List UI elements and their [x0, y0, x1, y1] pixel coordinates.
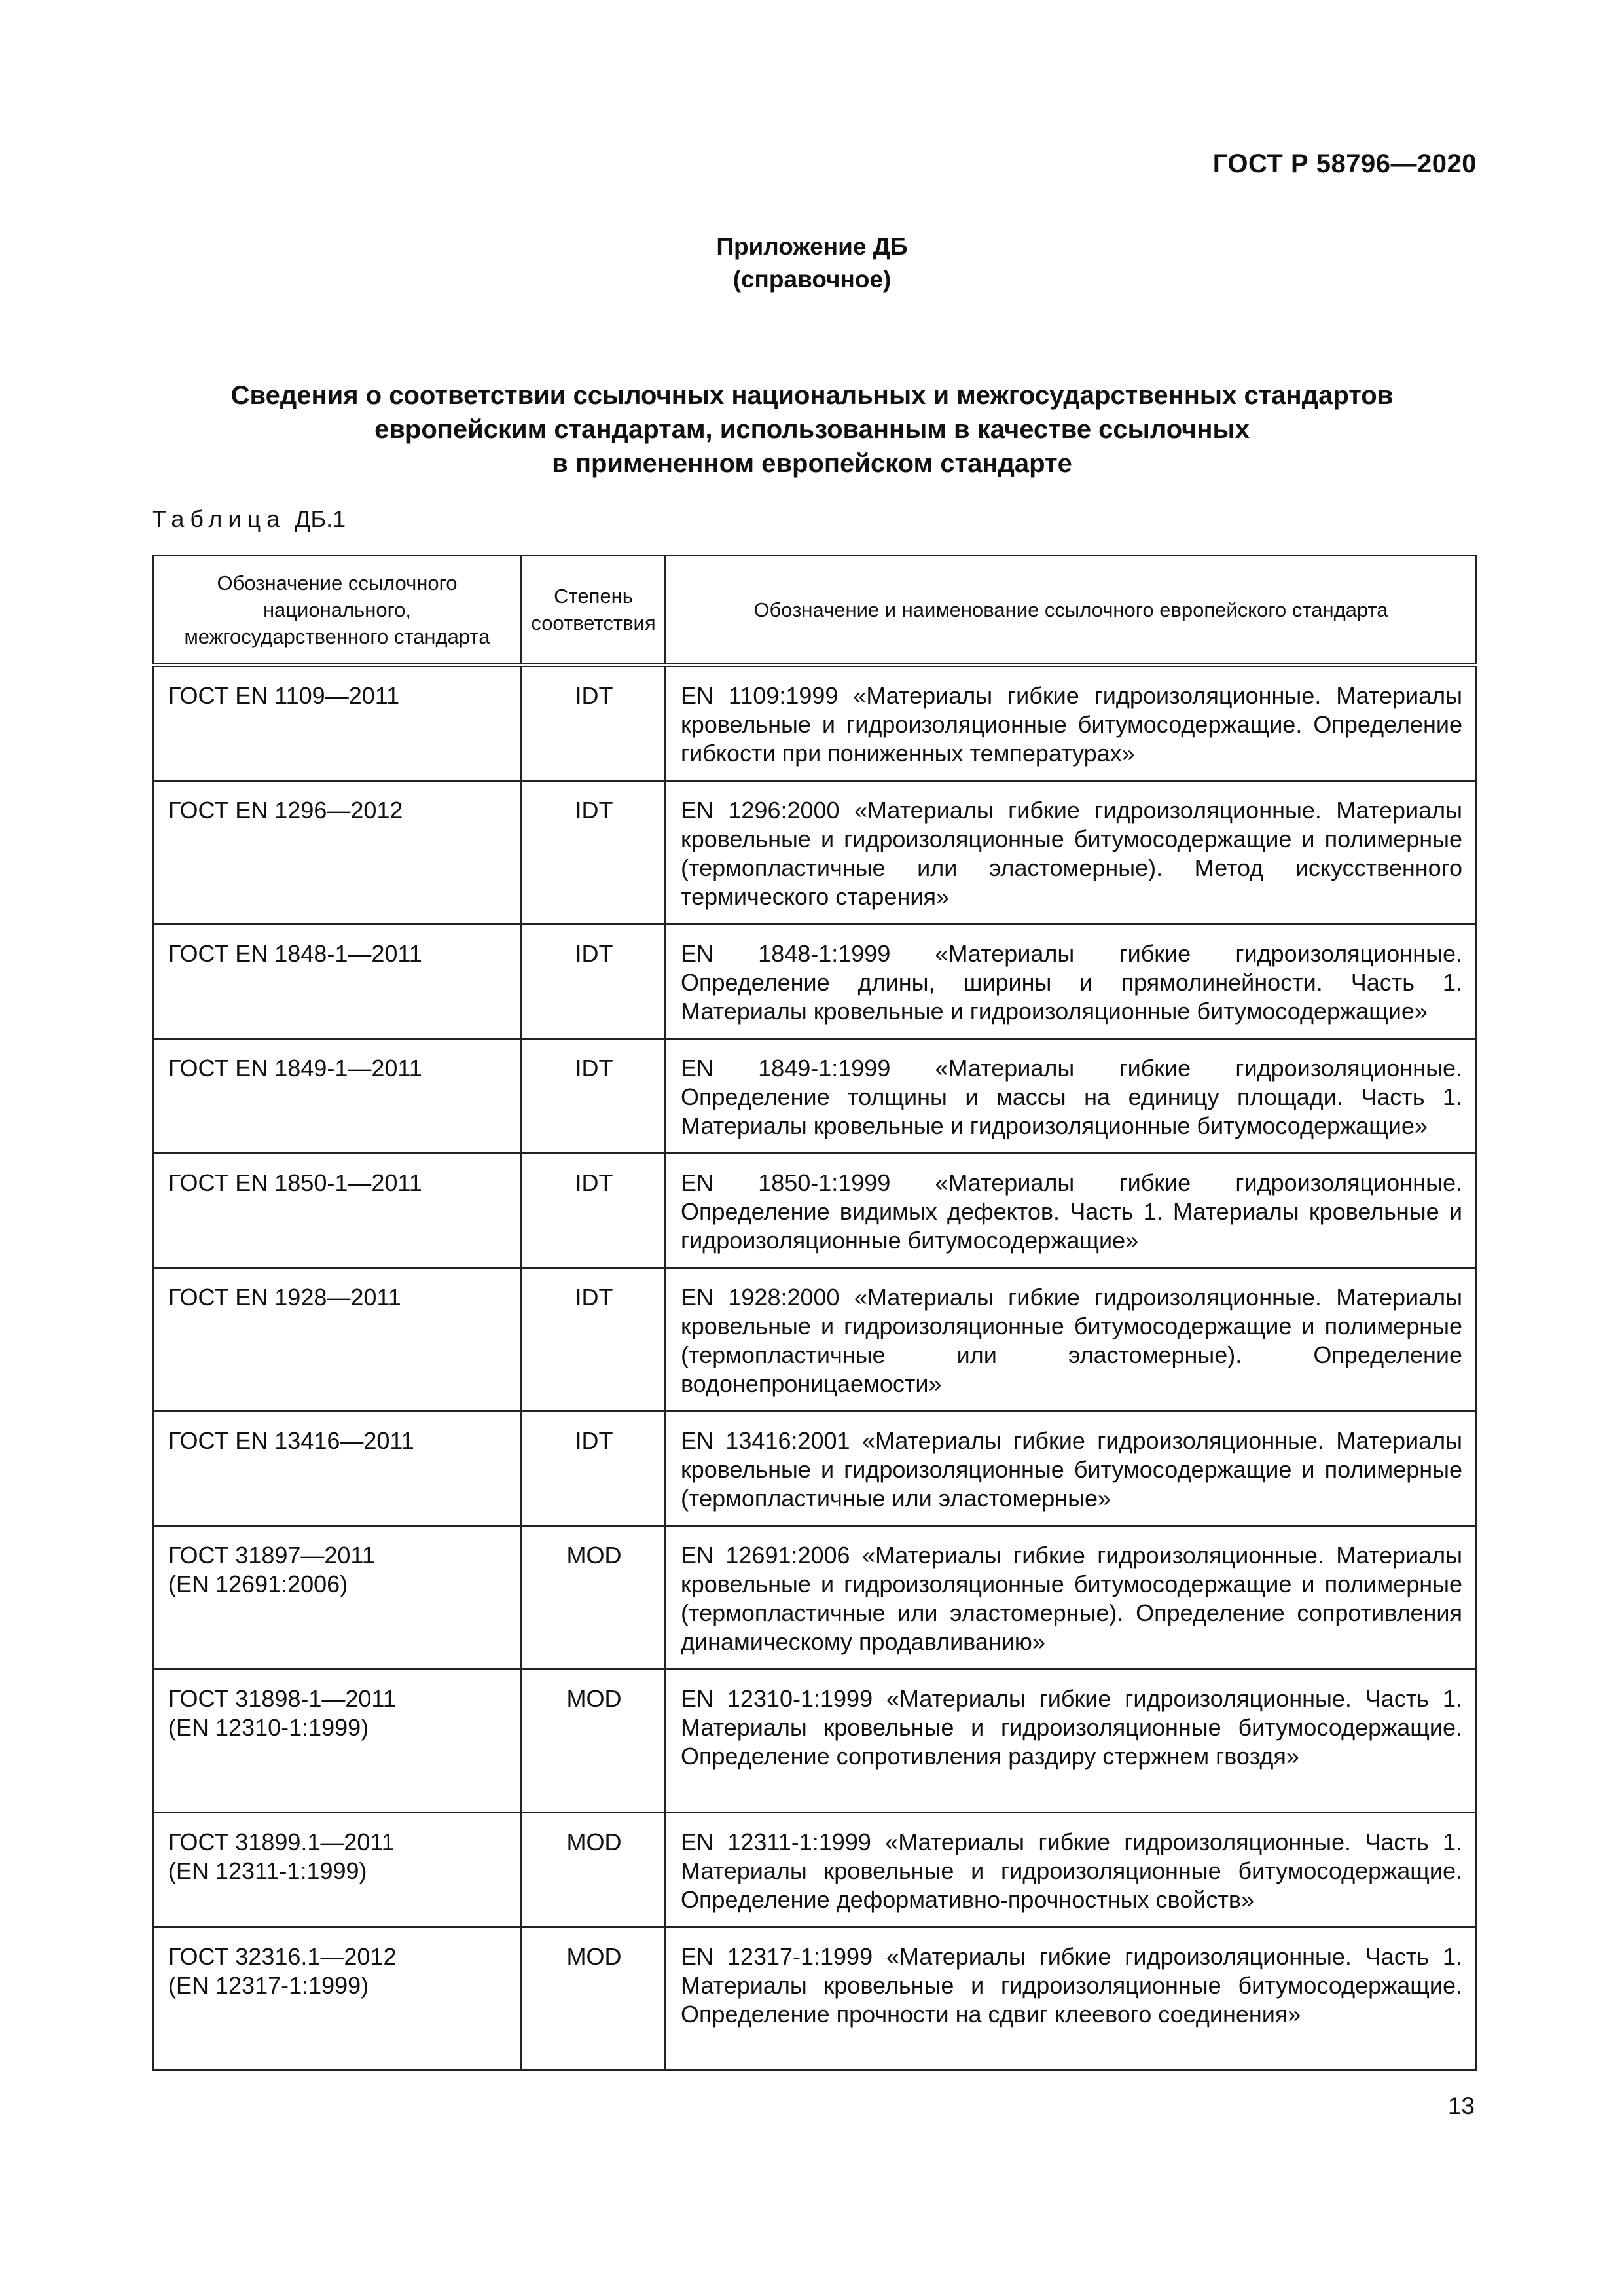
document-code: ГОСТ Р 58796—2020 — [1212, 149, 1477, 178]
degree-cell: MOD — [522, 1813, 666, 1927]
table-row — [153, 1154, 1477, 1268]
ref-standard-cell: ГОСТ EN 1850-1—2011 — [153, 1154, 522, 1268]
table-caption — [152, 505, 346, 533]
table-row — [153, 1268, 1477, 1412]
table-header-row — [153, 556, 1477, 665]
ref-standard-cell: ГОСТ EN 1848-1—2011 — [153, 924, 522, 1039]
heading-line-3: в примененном европейском стандарте — [552, 449, 1072, 478]
european-standard-cell: EN 12691:2006 «Материалы гибкие гидроизоляционные. Материалы кровельные и гидроизоляционные битумосодержащие и полимерные (термопластичные или эластомерные). Определение сопротивления динамическому продавливанию» — [666, 1526, 1477, 1669]
european-standard-cell: EN 1849-1:1999 «Материалы гибкие гидроизоляционные. Определение толщины и массы на единицу площади. Часть 1. Материалы кровельные и гидроизоляционные битумосодержащие» — [666, 1039, 1477, 1154]
table-row — [153, 1927, 1477, 2071]
degree-cell: IDT — [522, 924, 666, 1039]
ref-standard-cell: ГОСТ 31898-1—2011 (EN 12310-1:1999) — [153, 1669, 522, 1813]
annex-status: (справочное) — [732, 266, 892, 293]
european-standard-cell: EN 1928:2000 «Материалы гибкие гидроизоляционные. Материалы кровельные и гидроизоляционные битумосодержащие и полимерные (термопластичные или эластомерные). Определение водонепроницаемости» — [666, 1268, 1477, 1412]
heading-line-2: европейским стандартам, использованным в качестве ссылочных — [374, 415, 1250, 444]
table-row — [153, 1813, 1477, 1927]
standards-table — [152, 555, 1477, 2071]
header-european-standard: Обозначение и наименование ссылочного европейского стандарта — [666, 556, 1477, 665]
table-row — [153, 1412, 1477, 1526]
european-standard-cell: EN 13416:2001 «Материалы гибкие гидроизоляционные. Материалы кровельные и гидроизоляционные битумосодержащие и полимерные (термопластичные или эластомерные» — [666, 1412, 1477, 1526]
ref-standard-cell: ГОСТ EN 13416—2011 — [153, 1412, 522, 1526]
degree-cell: IDT — [522, 1268, 666, 1412]
header-ref-standard: Обозначение ссылочного национального, межгосударственного стандарта — [153, 556, 522, 665]
degree-cell: MOD — [522, 1927, 666, 2071]
ref-standard-cell: ГОСТ EN 1928—2011 — [153, 1268, 522, 1412]
ref-standard-cell: ГОСТ EN 1296—2012 — [153, 781, 522, 924]
european-standard-cell: EN 12311-1:1999 «Материалы гибкие гидроизоляционные. Часть 1. Материалы кровельные и гидроизоляционные битумосодержащие. Определение деформативно-прочностных свойств» — [666, 1813, 1477, 1927]
degree-cell: IDT — [522, 781, 666, 924]
header-degree: Степень соответствия — [522, 556, 666, 665]
european-standard-cell: EN 1109:1999 «Материалы гибкие гидроизоляционные. Материалы кровельные и гидроизоляционные битумосодержащие. Определение гибкости при пониженных температурах» — [666, 665, 1477, 781]
degree-cell: MOD — [522, 1526, 666, 1669]
ref-standard-cell: ГОСТ EN 1109—2011 — [153, 665, 522, 781]
table-row — [153, 781, 1477, 924]
annex-title: Приложение ДБ — [716, 233, 908, 260]
degree-cell: IDT — [522, 1412, 666, 1526]
table-caption-word: Таблица — [152, 505, 286, 532]
ref-standard-cell: ГОСТ 31899.1—2011 (EN 12311-1:1999) — [153, 1813, 522, 1927]
european-standard-cell: EN 1296:2000 «Материалы гибкие гидроизоляционные. Материалы кровельные и гидроизоляционные битумосодержащие и полимерные (термопластичные или эластомерные). Метод искусственного термического старения» — [666, 781, 1477, 924]
table-row — [153, 1526, 1477, 1669]
heading-line-1: Сведения о соответствии ссылочных национальных и межгосударственных стандартов — [230, 381, 1394, 410]
table-row — [153, 665, 1477, 781]
european-standard-cell: EN 12310-1:1999 «Материалы гибкие гидроизоляционные. Часть 1. Материалы кровельные и гидроизоляционные битумосодержащие. Определение сопротивления раздиру стержнем гвоздя» — [666, 1669, 1477, 1813]
table-row — [153, 924, 1477, 1039]
european-standard-cell: EN 1850-1:1999 «Материалы гибкие гидроизоляционные. Определение видимых дефектов. Часть 1. Материалы кровельные и гидроизоляционные битумосодержащие» — [666, 1154, 1477, 1268]
degree-cell: MOD — [522, 1669, 666, 1813]
section-heading — [164, 378, 1460, 481]
degree-cell: IDT — [522, 665, 666, 781]
table-caption-number: ДБ.1 — [295, 505, 346, 532]
ref-standard-cell: ГОСТ EN 1849-1—2011 — [153, 1039, 522, 1154]
ref-standard-cell: ГОСТ 31897—2011 (EN 12691:2006) — [153, 1526, 522, 1669]
table-row — [153, 1669, 1477, 1813]
page-number: 13 — [1447, 2092, 1475, 2119]
european-standard-cell: EN 12317-1:1999 «Материалы гибкие гидроизоляционные. Часть 1. Материалы кровельные и гидроизоляционные битумосодержащие. Определение прочности на сдвиг клеевого соединения» — [666, 1927, 1477, 2071]
ref-standard-cell: ГОСТ 32316.1—2012 (EN 12317-1:1999) — [153, 1927, 522, 2071]
european-standard-cell: EN 1848-1:1999 «Материалы гибкие гидроизоляционные. Определение длины, ширины и прямолинейности. Часть 1. Материалы кровельные и гидроизоляционные битумосодержащие» — [666, 924, 1477, 1039]
degree-cell: IDT — [522, 1154, 666, 1268]
degree-cell: IDT — [522, 1039, 666, 1154]
annex-block — [0, 230, 1624, 296]
table-row — [153, 1039, 1477, 1154]
